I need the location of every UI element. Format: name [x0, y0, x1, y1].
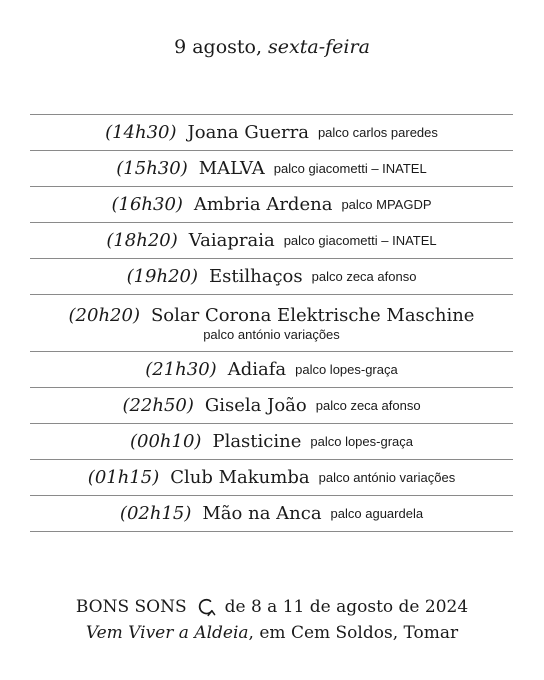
time-label: (20h20): [68, 304, 140, 326]
time-label: (14h30): [105, 122, 177, 143]
schedule-row: [30, 496, 513, 532]
festival-dates: de 8 a 11 de agosto de 2024: [224, 597, 469, 617]
footer-line-brand: [0, 594, 544, 620]
schedule-row: [30, 424, 513, 460]
artist-name: Adiafa: [227, 359, 287, 380]
footer-line-slogan: [0, 620, 544, 646]
time-label: (15h30): [116, 158, 188, 179]
artist-name: Mão na Anca: [202, 503, 322, 524]
schedule-row-main-line: [69, 305, 475, 326]
stage-name: palco lopes-graça: [295, 362, 398, 377]
schedule-row: [30, 187, 513, 223]
artist-name: Gisela João: [204, 395, 307, 416]
artist-name: Estilhaços: [209, 266, 303, 287]
artist-name: Ambria Ardena: [193, 194, 333, 215]
artist-name: Solar Corona Elektrische Maschine: [150, 304, 475, 326]
brand-name: BONS SONS: [75, 597, 187, 617]
schedule-row: [30, 460, 513, 496]
time-label: (18h20): [106, 230, 178, 251]
slogan-text: Vem Viver a Aldeia: [85, 623, 249, 643]
time-label: (19h20): [126, 266, 199, 287]
page-title: [0, 36, 544, 58]
stage-name: palco zeca afonso: [311, 269, 417, 284]
stage-name: palco MPAGDP: [341, 197, 432, 212]
stage-name: palco antónio variações: [318, 470, 456, 485]
date-text: 9 agosto,: [174, 36, 262, 58]
stage-name: palco lopes-graça: [310, 434, 413, 449]
time-label: (02h15): [119, 503, 192, 524]
artist-name: Joana Guerra: [187, 122, 309, 143]
time-label: (16h30): [111, 194, 183, 215]
stage-name: palco giacometti – INATEL: [273, 161, 427, 176]
time-label: (22h50): [122, 395, 194, 416]
schedule-row: [30, 223, 513, 259]
stage-name: palco aguardela: [330, 506, 424, 521]
time-label: (00h10): [130, 431, 202, 452]
schedule-row: [30, 295, 513, 352]
stage-name: palco zeca afonso: [315, 398, 421, 413]
footer: [0, 594, 544, 646]
schedule-list: [30, 114, 513, 532]
stage-name: palco antónio variações: [203, 326, 340, 342]
schedule-row: [30, 151, 513, 187]
artist-name: Vaiapraia: [188, 230, 275, 251]
weekday-text: sexta-feira: [268, 36, 370, 58]
artist-name: Plasticine: [212, 431, 302, 452]
stage-name: palco carlos paredes: [317, 125, 438, 140]
artist-name: Club Makumba: [170, 467, 310, 488]
stage-name: palco giacometti – INATEL: [283, 233, 437, 248]
schedule-row: [30, 115, 513, 151]
artist-name: MALVA: [198, 158, 265, 179]
schedule-row: [30, 259, 513, 295]
time-label: (01h15): [87, 467, 160, 488]
bons-sons-logo-icon: [195, 596, 217, 618]
time-label: (21h30): [145, 359, 217, 380]
schedule-row: [30, 352, 513, 388]
schedule-row: [30, 388, 513, 424]
location-text: , em Cem Soldos, Tomar: [248, 623, 459, 643]
